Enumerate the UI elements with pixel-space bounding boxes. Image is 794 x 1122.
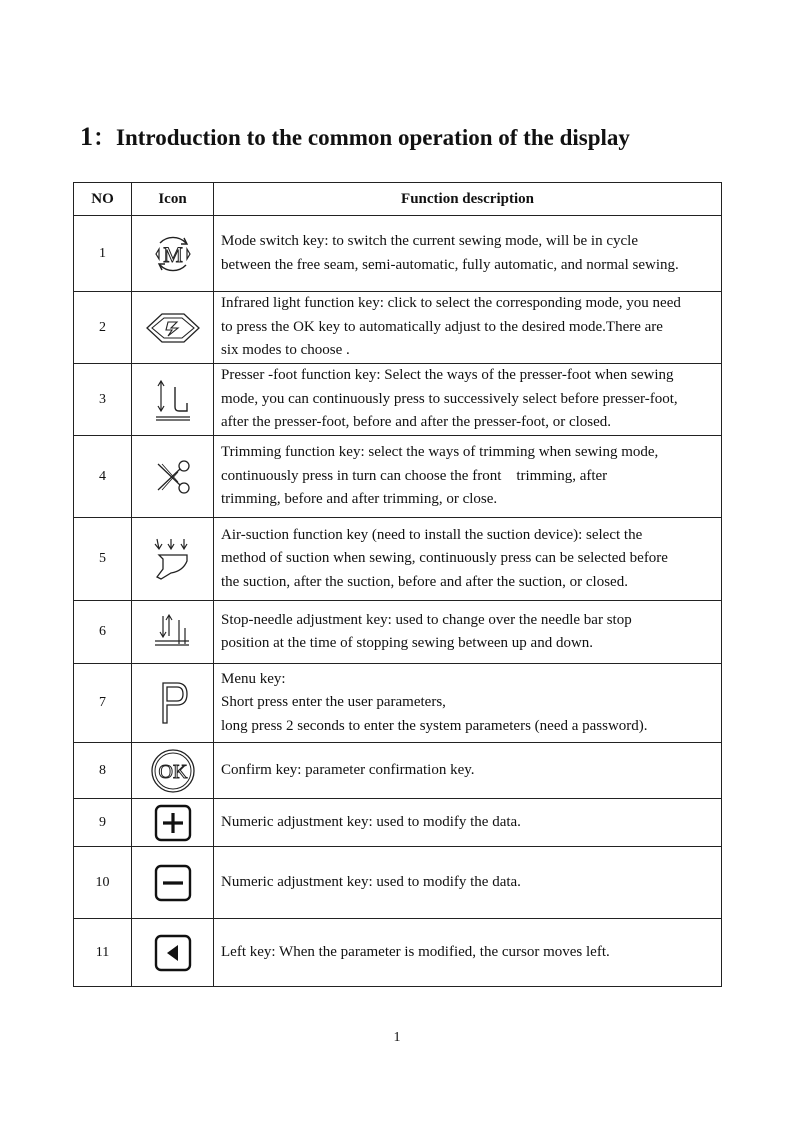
menu-p-icon	[153, 679, 193, 727]
table-row	[74, 919, 722, 987]
presser-foot-icon	[153, 377, 193, 423]
row-description: Numeric adjustment key: used to modify the data.	[214, 847, 722, 919]
section-separator: ：	[93, 125, 116, 150]
row-number: 9	[74, 799, 132, 847]
row-number: 7	[74, 664, 132, 743]
row-number: 3	[74, 364, 132, 436]
plus-icon	[154, 804, 192, 842]
svg-text:OK: OK	[158, 760, 187, 783]
trimming-scissors-icon	[152, 456, 194, 498]
table-row	[74, 601, 722, 664]
row-description: Stop-needle adjustment key: used to change over the needle bar stop position at the time of stopping sewing between up and down.	[214, 601, 722, 664]
table-header-row	[74, 183, 722, 216]
row-description: Numeric adjustment key: used to modify the data.	[214, 799, 722, 847]
section-title: Introduction to the common operation of the display	[116, 125, 630, 150]
page-number: 1	[393, 1030, 401, 1045]
row-number: 5	[74, 518, 132, 601]
header-icon: Icon	[132, 183, 214, 216]
row-number: 8	[74, 743, 132, 799]
row-description: Presser -foot function key: Select the ways of the presser-foot when sewing mode, you can continuously press to successively select before presser-foot, after the presser-foot, before and after the presser-foot, or closed.	[214, 364, 722, 436]
ok-icon	[150, 748, 196, 794]
table-row	[74, 847, 722, 919]
table-row	[74, 664, 722, 743]
mode-switch-icon	[148, 229, 198, 279]
table-row	[74, 436, 722, 518]
minus-icon	[154, 864, 192, 902]
row-number: 11	[74, 919, 132, 987]
table-row	[74, 364, 722, 436]
table-row	[74, 292, 722, 364]
header-description: Function description	[214, 183, 722, 216]
section-heading	[80, 119, 630, 152]
row-description: Mode switch key: to switch the current sewing mode, will be in cycle between the free seam, semi-automatic, fully automatic, and normal sewing.	[214, 216, 722, 292]
stop-needle-icon	[153, 614, 193, 650]
table-row	[74, 799, 722, 847]
table-row	[74, 743, 722, 799]
row-description: Infrared light function key: click to select the corresponding mode, you need to press the OK key to automatically adjust to the desired mode.There are six modes to choose .	[214, 292, 722, 364]
row-number: 6	[74, 601, 132, 664]
row-description: Confirm key: parameter confirmation key.	[214, 743, 722, 799]
table-row	[74, 216, 722, 292]
function-table	[73, 182, 722, 987]
row-number: 4	[74, 436, 132, 518]
svg-text:M: M	[162, 241, 183, 267]
header-no: NO	[74, 183, 132, 216]
section-number: 1	[80, 122, 93, 151]
table-row	[74, 518, 722, 601]
left-arrow-icon	[154, 934, 192, 972]
row-description: Menu key: Short press enter the user parameters, long press 2 seconds to enter the system parameters (need a password).	[214, 664, 722, 743]
row-number: 2	[74, 292, 132, 364]
infrared-light-icon	[144, 311, 202, 345]
row-number: 10	[74, 847, 132, 919]
row-number: 1	[74, 216, 132, 292]
row-description: Trimming function key: select the ways of trimming when sewing mode, continuously press in turn can choose the front trimming, after trimming, before and after trimming, or close.	[214, 436, 722, 518]
row-description: Left key: When the parameter is modified, the cursor moves left.	[214, 919, 722, 987]
air-suction-icon	[151, 535, 195, 583]
row-description: Air-suction function key (need to install the suction device): select the method of suction when sewing, continuously press can be selected before the suction, after the suction, before and after the suction, or closed.	[214, 518, 722, 601]
